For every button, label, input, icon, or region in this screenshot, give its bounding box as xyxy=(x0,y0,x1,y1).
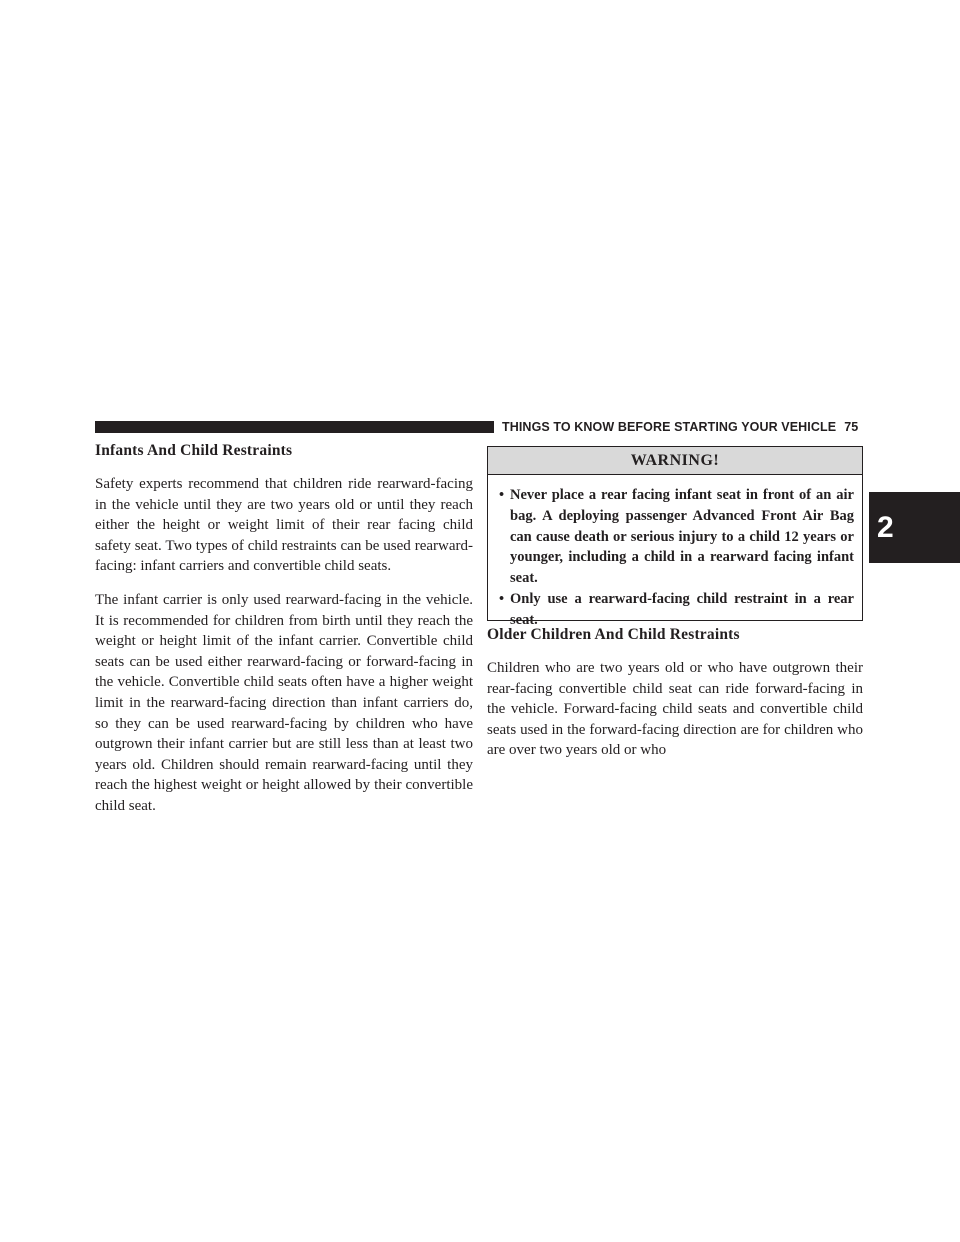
warning-item xyxy=(501,485,854,589)
header-rule xyxy=(95,421,494,433)
bullet-icon: • xyxy=(499,487,505,503)
right-column xyxy=(487,624,863,774)
chapter-tab: 2 xyxy=(869,492,960,563)
warning-box xyxy=(487,446,863,628)
left-column xyxy=(95,440,473,830)
running-header xyxy=(502,417,872,437)
warning-title: WARNING! xyxy=(488,447,862,475)
warning-item-text: Only use a rearward-facing child restraint in a rear seat. xyxy=(510,590,854,628)
bullet-icon: • xyxy=(499,590,505,607)
section-title: THINGS TO KNOW BEFORE STARTING YOUR VEHICLE xyxy=(502,420,837,434)
paragraph: Children who are two years old or who have outgrown their rear-facing convertible child seat can ride forward-facing in the vehicle. Forward-facing child seats and convertible child seats used in the forward-facing direction are for children who are over two years old or who xyxy=(487,660,863,759)
section-heading-infants: Infants And Child Restraints xyxy=(95,442,293,459)
paragraph: Safety experts recommend that children ride rearward-facing in the vehicle until they are two years old or until they reach either the height or weight limit of their rear facing child safety seat. Two types of child restraints can be used rearward-facing: infant carriers and convertible child seats. xyxy=(95,476,473,575)
page-number: 75 xyxy=(844,420,859,434)
paragraph: The infant carrier is only used rearward-facing in the vehicle. It is recommended for children from birth until they reach the weight or height limit of the infant carrier. Convertible child seats can be used either rearward-facing or forward-facing in the vehicle. Convertible child seats often have a higher weight limit in the rearward-facing direction than infant carriers do, so they can be used rearward-facing by children who have outgrown their infant carrier but are still less than at least two years old. Children should remain rearward-facing until they reach the highest weight or height allowed by their convertible child seat. xyxy=(95,591,473,814)
warning-item-text: Never place a rear facing infant seat in front of an air bag. A deploying passenger Advanced Front Air Bag can cause death or serious injury to a child 12 years or younger, including a child in a rearward facing infant seat. xyxy=(510,487,854,587)
warning-list xyxy=(488,475,862,631)
section-heading-older-children: Older Children And Child Restraints xyxy=(487,626,740,643)
